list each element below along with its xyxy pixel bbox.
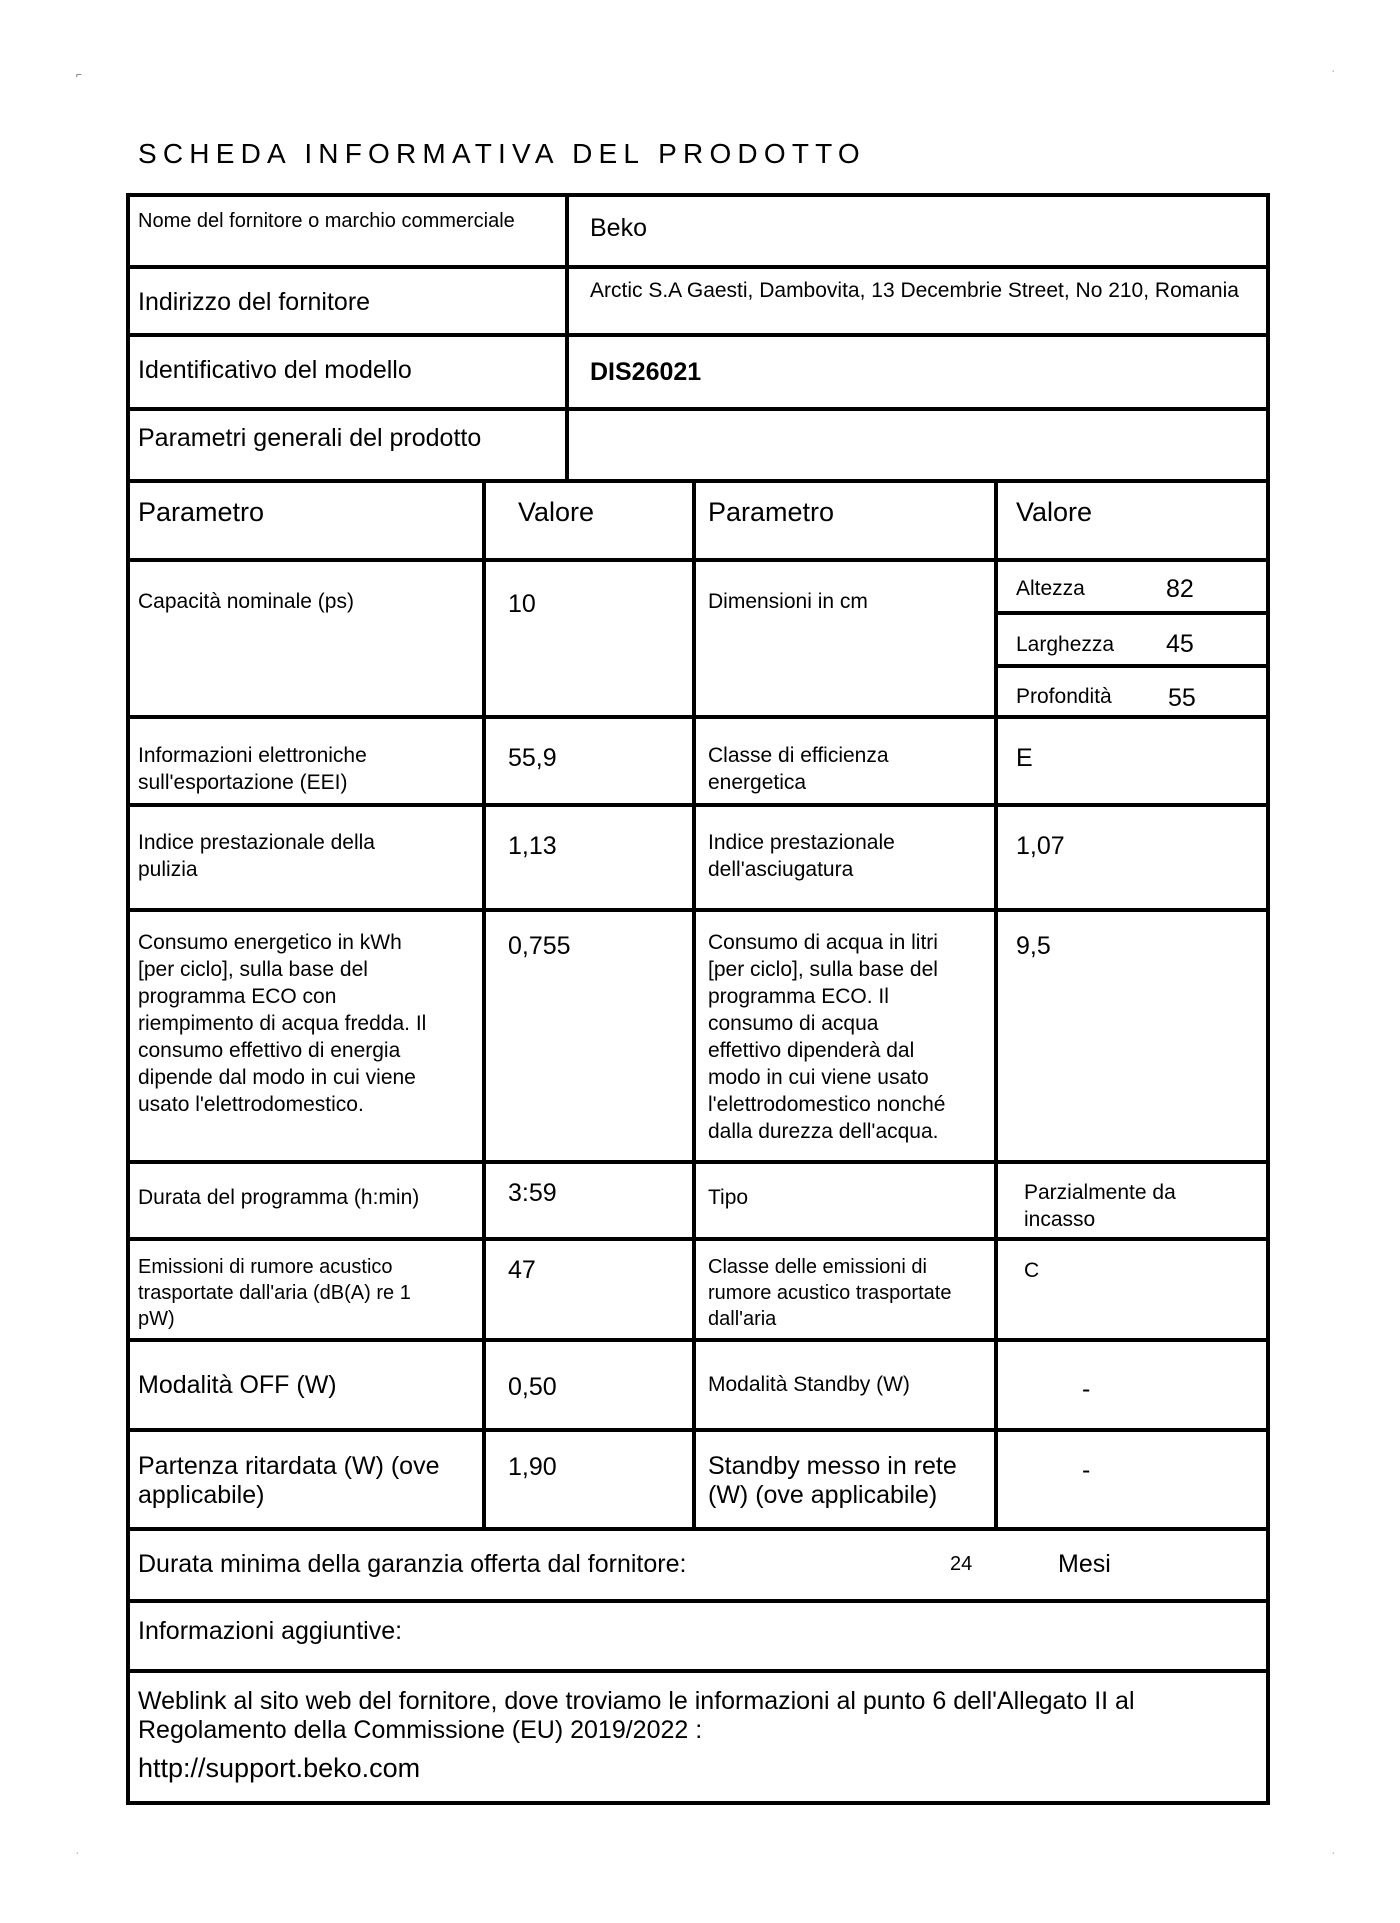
- network-standby-label: Standby messo in rete (W) (ove applicabile): [708, 1452, 957, 1509]
- drying-index-value: 1,07: [1016, 832, 1065, 860]
- drying-index-label: Indice prestazionale dell'asciugatura: [708, 831, 895, 881]
- delay-start-label: Partenza ritardata (W) (ove applicabile): [138, 1452, 440, 1509]
- warranty-label: Durata minima della garanzia offerta dal fornitore:: [138, 1550, 687, 1578]
- cleaning-index-label: Indice prestazionale della pulizia: [138, 831, 375, 881]
- header-parameter-1: Parametro: [138, 497, 265, 527]
- water-consumption-label: Consumo di acqua in litri [per ciclo], sulla base del programma ECO. Il consumo di acqua effettivo dipenderà dal modo in cui viene usato l'elettrodomestico nonché dalla durezza dell'acqua.: [708, 931, 946, 1143]
- weblink-label: Weblink al sito web del fornitore, dove troviamo le informazioni al punto 6 dell'Allegato II al Regolamento della Commissione (EU) 2019/2022 :: [138, 1687, 1135, 1744]
- weblink-url[interactable]: http://support.beko.com: [138, 1753, 421, 1783]
- width-value: 45: [1166, 630, 1194, 658]
- program-duration-label: Durata del programma (h:min): [138, 1186, 420, 1209]
- depth-value: 55: [1168, 684, 1196, 712]
- additional-info-label: Informazioni aggiuntive:: [138, 1617, 403, 1645]
- cleaning-index-value: 1,13: [508, 832, 557, 860]
- supplier-value: Beko: [590, 214, 647, 242]
- dimensions-label: Dimensioni in cm: [708, 590, 868, 613]
- standby-mode-label: Modalità Standby (W): [708, 1373, 910, 1396]
- capacity-label: Capacità nominale (ps): [138, 590, 354, 613]
- general-params-label: Parametri generali del prodotto: [138, 424, 482, 452]
- water-consumption-value: 9,5: [1016, 932, 1051, 960]
- program-duration-value: 3:59: [508, 1179, 557, 1207]
- off-mode-label: Modalità OFF (W): [138, 1371, 337, 1399]
- energy-consumption-value: 0,755: [508, 932, 571, 960]
- type-label: Tipo: [708, 1186, 749, 1209]
- address-value: Arctic S.A Gaesti, Dambovita, 13 Decembrie Street, No 210, Romania: [590, 279, 1239, 302]
- corner-mark-bottom-right: ˙: [1332, 1852, 1336, 1863]
- off-mode-value: 0,50: [508, 1373, 557, 1401]
- eei-label: Informazioni elettroniche sull'esportazione (EEI): [138, 744, 367, 794]
- delay-start-value: 1,90: [508, 1453, 557, 1481]
- address-label: Indirizzo del fornitore: [138, 288, 371, 316]
- eei-value: 55,9: [508, 744, 557, 772]
- model-value: DIS26021: [590, 358, 702, 386]
- corner-mark-bottom-left: ˙: [76, 1852, 80, 1863]
- noise-emission-value: 47: [508, 1256, 536, 1284]
- noise-class-value: C: [1024, 1259, 1040, 1282]
- standby-mode-value: -: [1082, 1375, 1091, 1403]
- page-title: SCHEDA INFORMATIVA DEL PRODOTTO: [138, 138, 866, 169]
- header-parameter-2: Parametro: [708, 497, 835, 527]
- network-standby-value: -: [1082, 1456, 1091, 1484]
- energy-class-label: Classe di efficienza energetica: [708, 744, 889, 794]
- height-value: 82: [1166, 575, 1194, 603]
- type-value: Parzialmente da incasso: [1024, 1181, 1176, 1231]
- depth-label: Profondità: [1016, 685, 1112, 708]
- warranty-unit: Mesi: [1058, 1550, 1111, 1578]
- height-label: Altezza: [1016, 577, 1085, 600]
- corner-mark-top-left: ⌐: [76, 70, 82, 81]
- header-value-1: Valore: [518, 497, 595, 527]
- warranty-value: 24: [950, 1553, 973, 1575]
- noise-emission-label: Emissioni di rumore acustico trasportate dall'aria (dB(A) re 1 pW): [138, 1256, 411, 1330]
- noise-class-label: Classe delle emissioni di rumore acustico trasportate dall'aria: [708, 1256, 952, 1330]
- corner-mark-top-right: ˙: [1332, 70, 1336, 81]
- width-label: Larghezza: [1016, 633, 1115, 656]
- model-label: Identificativo del modello: [138, 356, 412, 384]
- header-value-2: Valore: [1016, 497, 1093, 527]
- energy-consumption-label: Consumo energetico in kWh [per ciclo], sulla base del programma ECO con riempimento di acqua fredda. Il consumo effettivo di energia dipende dal modo in cui viene usato l'elettrodomestico.: [138, 931, 427, 1116]
- supplier-label: Nome del fornitore o marchio commerciale: [138, 210, 515, 232]
- energy-class-value: E: [1016, 744, 1033, 772]
- capacity-value: 10: [508, 590, 536, 618]
